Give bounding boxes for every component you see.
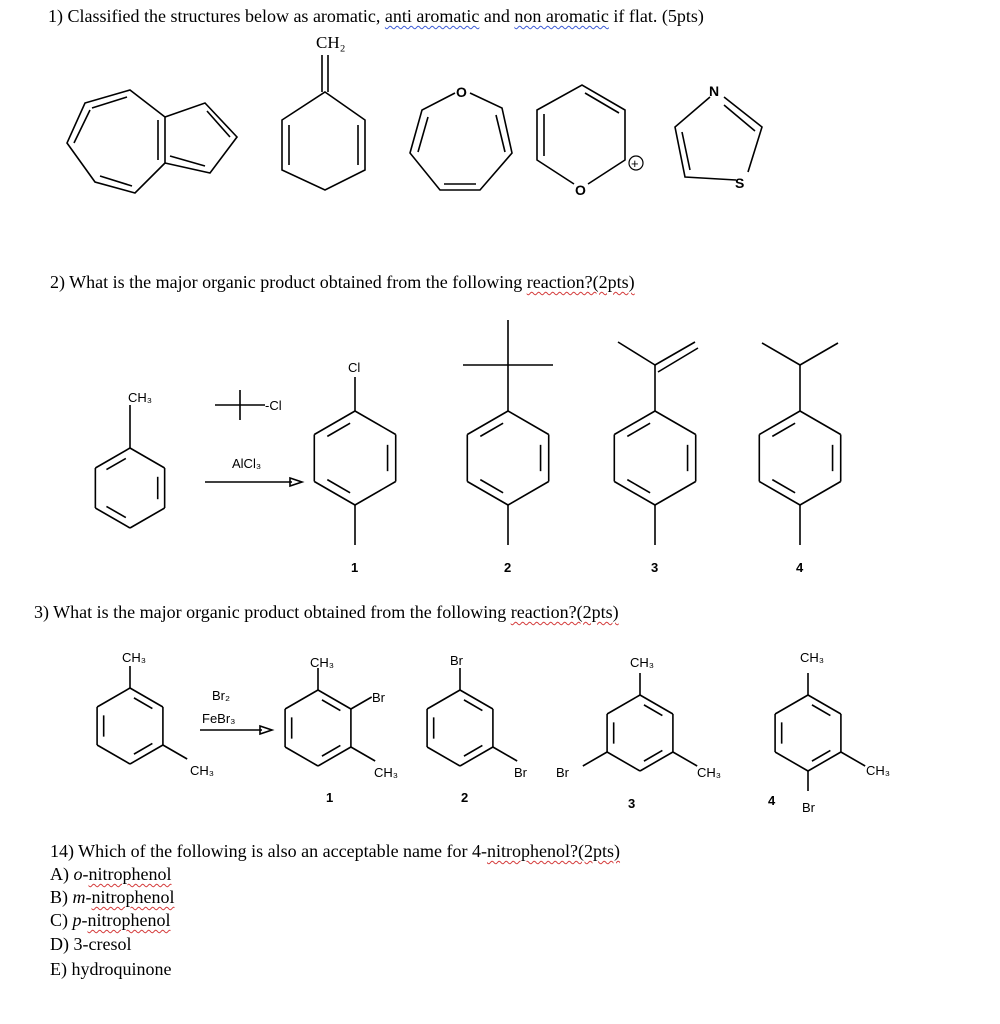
ring-bond xyxy=(130,745,163,764)
option-name: hydroquinone xyxy=(71,959,172,979)
ring-bond xyxy=(427,690,460,709)
reagent-label: Br₂ xyxy=(212,688,231,703)
ring-bond xyxy=(607,752,640,771)
option-letter: C) xyxy=(50,910,73,930)
ch3-label: CH₃ xyxy=(697,765,722,780)
bromine-label: Br xyxy=(372,690,385,705)
ring-bond xyxy=(460,690,493,709)
benzene-ring xyxy=(95,448,164,528)
ch3-label: CH₃ xyxy=(800,650,825,665)
q1-text: 1) Classified the structures below as aromatic, xyxy=(48,6,385,26)
benzene-ring xyxy=(285,668,375,766)
benzene-ring xyxy=(759,411,840,505)
ring-bond xyxy=(95,448,130,468)
ch2-label: CH₂ xyxy=(316,33,346,52)
ring-bond xyxy=(285,747,318,766)
ring-bond xyxy=(775,752,808,771)
ch3-label: CH₃ xyxy=(866,763,891,778)
benzene-ring xyxy=(583,673,697,771)
spell-flag-nitrophenol: nitrophenol?(2pts) xyxy=(487,841,621,861)
ring-bond xyxy=(314,482,355,506)
substituent-bond xyxy=(351,697,372,709)
ring-bond xyxy=(759,411,800,435)
chlorine-label: Cl xyxy=(348,360,361,375)
thiazole-structure xyxy=(675,83,762,191)
product-label-4: 4 xyxy=(768,793,776,808)
ring-bond xyxy=(130,448,165,468)
ring-bond xyxy=(614,482,655,506)
benzene-ring xyxy=(427,668,517,766)
ring-bond xyxy=(355,411,396,435)
ring-bond xyxy=(607,695,640,714)
benzene-ring xyxy=(775,673,865,791)
ring-bond xyxy=(467,482,508,506)
ring-bond xyxy=(427,747,460,766)
ring-bond xyxy=(467,411,508,435)
ring-bond xyxy=(655,411,696,435)
ch3-label: CH₃ xyxy=(630,655,655,670)
ring-bond xyxy=(95,508,130,528)
ring-bond xyxy=(130,508,165,528)
ring-bond xyxy=(808,695,841,714)
q3-text: 3) What is the major organic product obtained from the following xyxy=(34,602,511,622)
option-letter: E) xyxy=(50,959,72,979)
ring-bond xyxy=(759,482,800,506)
benzene-ring xyxy=(467,411,548,505)
reagent-label: FeBr₃ xyxy=(202,711,236,726)
ring-bond xyxy=(640,752,673,771)
reaction-2 xyxy=(95,320,840,575)
spell-flag-reaction: reaction?(2pts) xyxy=(510,602,619,622)
methylenecyclohexadiene-structure xyxy=(282,33,365,190)
bromine-label: Br xyxy=(556,765,569,780)
nitrogen-atom: N xyxy=(709,83,720,99)
substituent-bond xyxy=(841,752,865,766)
substituent-bond xyxy=(351,747,375,761)
option-prefix: o- xyxy=(73,864,89,884)
ring-bond xyxy=(800,482,841,506)
ring-bond xyxy=(614,411,655,435)
ring-bond xyxy=(318,747,351,766)
substituent-bond xyxy=(583,752,607,766)
benzene-ring xyxy=(314,411,395,505)
oxepine-structure xyxy=(410,84,512,190)
option-prefix: m- xyxy=(72,887,92,907)
azulene-structure xyxy=(67,90,237,193)
option-name: nitrophenol xyxy=(87,910,171,930)
option-prefix: p- xyxy=(72,910,88,930)
ring-bond xyxy=(285,690,318,709)
q14-text: 14) Which of the following is also an acceptable name for 4- xyxy=(50,841,488,861)
ch3-label: CH₃ xyxy=(310,655,335,670)
ring-bond xyxy=(355,482,396,506)
ring-bond xyxy=(97,688,130,707)
reaction-3 xyxy=(97,650,890,815)
sulfur-atom: S xyxy=(735,175,745,191)
option-name: nitrophenol xyxy=(88,864,172,884)
bromine-label: Br xyxy=(802,800,815,815)
ring-bond xyxy=(508,482,549,506)
substituent-bond xyxy=(493,747,517,761)
product-label-3: 3 xyxy=(651,560,659,575)
ring-bond xyxy=(314,411,355,435)
option-name: 3-cresol xyxy=(73,934,132,954)
ring-bond xyxy=(808,752,841,771)
q1-text: and xyxy=(479,6,515,26)
ch3-label: CH₃ xyxy=(128,390,153,405)
ring-bond xyxy=(775,695,808,714)
product-label-3: 3 xyxy=(628,796,636,811)
bromine-label: Br xyxy=(514,765,527,780)
pyrylium-structure xyxy=(537,85,643,198)
product-label-1: 1 xyxy=(351,560,359,575)
product-label-2: 2 xyxy=(461,790,469,805)
ring-bond xyxy=(318,690,351,709)
product-label-1: 1 xyxy=(326,790,334,805)
bromine-label: Br xyxy=(450,653,463,668)
ring-bond xyxy=(508,411,549,435)
oxygen-atom: O xyxy=(456,84,467,100)
product-label-2: 2 xyxy=(504,560,512,575)
ring-bond xyxy=(130,688,163,707)
ch3-label: CH₃ xyxy=(374,765,399,780)
q2-text: 2) What is the major organic product obtained from the following xyxy=(50,272,527,292)
spell-flag-non-aromatic: non aromatic xyxy=(514,6,609,26)
ring-bond xyxy=(800,411,841,435)
ch3-label: CH₃ xyxy=(190,763,215,778)
substituent-bond xyxy=(163,745,187,759)
option-letter: B) xyxy=(50,887,73,907)
substituent-bond xyxy=(673,752,697,766)
q1-text: if flat. (5pts) xyxy=(608,6,704,26)
plus-sign: + xyxy=(631,156,639,171)
ring-bond xyxy=(655,482,696,506)
spell-flag-anti-aromatic: anti aromatic xyxy=(384,6,480,26)
oxygen-atom: O xyxy=(575,182,586,198)
option-letter: A) xyxy=(50,864,74,884)
benzene-ring xyxy=(614,411,695,505)
ch3-label: CH₃ xyxy=(122,650,147,665)
chloride-label: -Cl xyxy=(265,398,282,413)
product-label-4: 4 xyxy=(796,560,804,575)
ring-bond xyxy=(97,745,130,764)
ring-bond xyxy=(640,695,673,714)
catalyst-label: AlCl₃ xyxy=(232,456,262,471)
benzene-ring xyxy=(97,666,187,764)
option-letter: D) xyxy=(50,934,74,954)
option-name: nitrophenol xyxy=(91,887,175,907)
spell-flag-reaction: reaction?(2pts) xyxy=(526,272,635,292)
ring-bond xyxy=(460,747,493,766)
